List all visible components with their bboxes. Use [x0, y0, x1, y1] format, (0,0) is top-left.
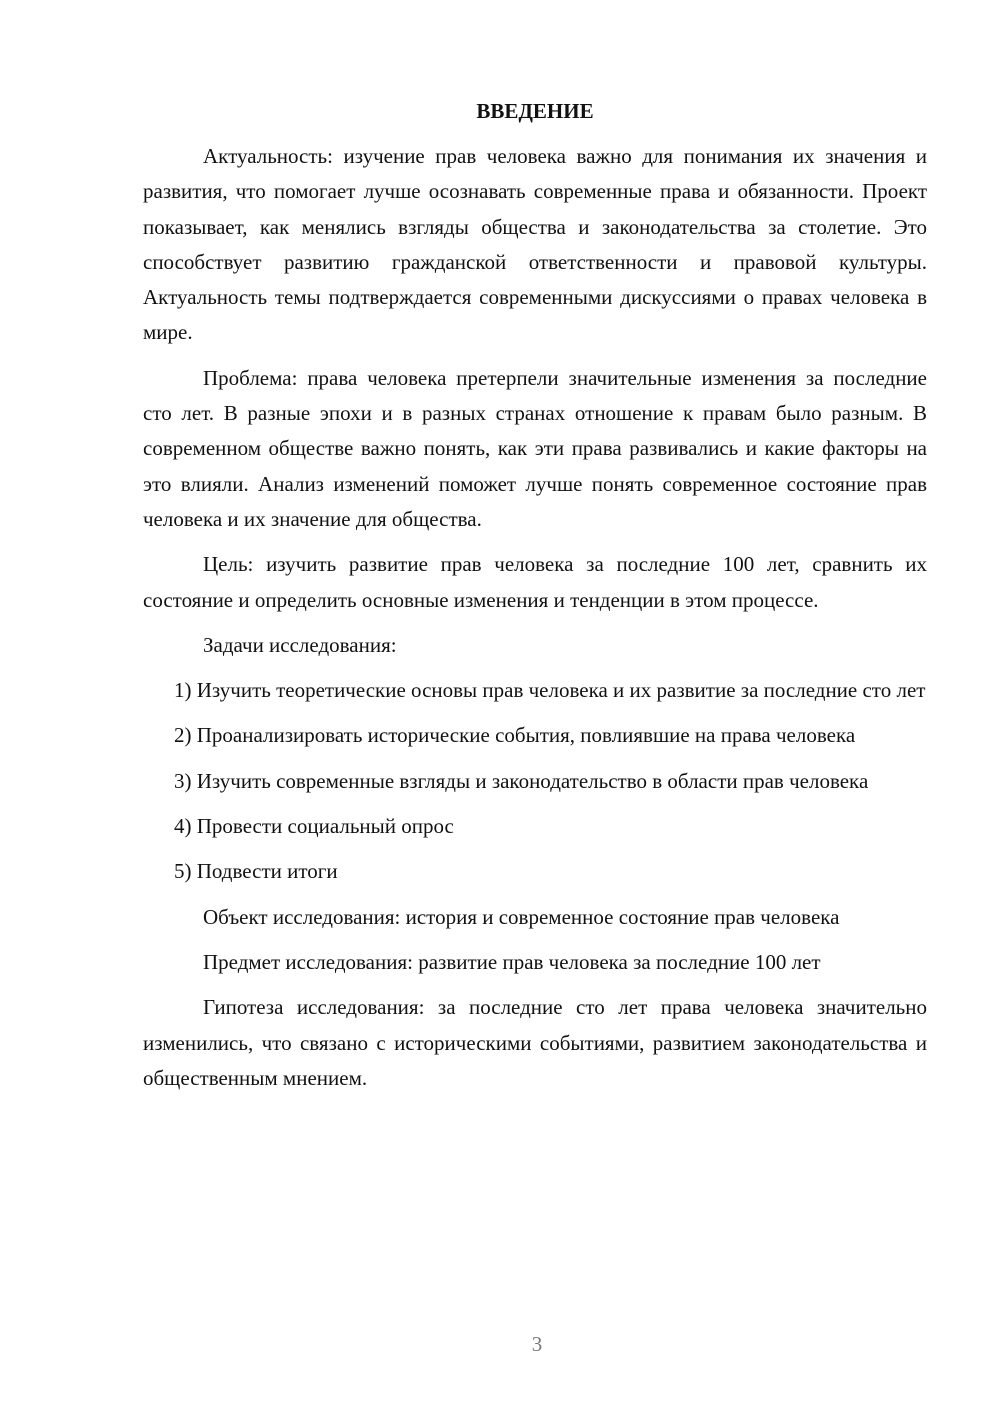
goal-paragraph: Цель: изучить развитие прав человека за последние 100 лет, сравнить их состояние и определить основные изменения и тенденции в этом процессе.	[143, 552, 927, 612]
page-number: 3	[531, 1332, 543, 1356]
problem-paragraph: Проблема: права человека претерпели значительные изменения за последние сто лет. В разные эпохи и в разных странах отношение к правам было разным. В современном обществе важно понять, как эти права развивались и какие факторы на это влияли. Анализ изменений поможет лучше понять современное состояние прав человека и их значение для общества.	[143, 365, 927, 531]
task-item-3: 3) Изучить современные взгляды и законодательство в области прав человека	[174, 768, 869, 793]
relevance-paragraph: Актуальность: изучение прав человека важно для понимания их значения и развития, что помогает лучше осознавать современные права и обязанности. Проект показывает, как менялись взгляды общества и законодательства за столетие. Это способствует развитию гражданской ответственности и правовой культуры. Актуальность темы подтверждается современными дискуссиями о правах человека в мире.	[143, 144, 927, 345]
subject-paragraph: Предмет исследования: развитие прав человека за последние 100 лет	[203, 949, 821, 974]
task-item-4: 4) Провести социальный опрос	[174, 814, 454, 839]
tasks-heading: Задачи исследования:	[203, 632, 397, 657]
hypothesis-paragraph: Гипотеза исследования: за последние сто лет права человека значительно изменились, что связано с историческими событиями, развитием законодательства и общественным мнением.	[143, 995, 927, 1090]
object-paragraph: Объект исследования: история и современное состояние прав человека	[203, 904, 840, 929]
task-item-2: 2) Проанализировать исторические события, повлиявшие на права человека	[174, 723, 856, 748]
section-heading: ВВЕДЕНИЕ	[476, 99, 594, 123]
page-content	[143, 94, 927, 1106]
task-item-5: 5) Подвести итоги	[174, 859, 338, 884]
task-item-1: 1) Изучить теоретические основы прав человека и их развитие за последние сто лет	[174, 678, 926, 703]
